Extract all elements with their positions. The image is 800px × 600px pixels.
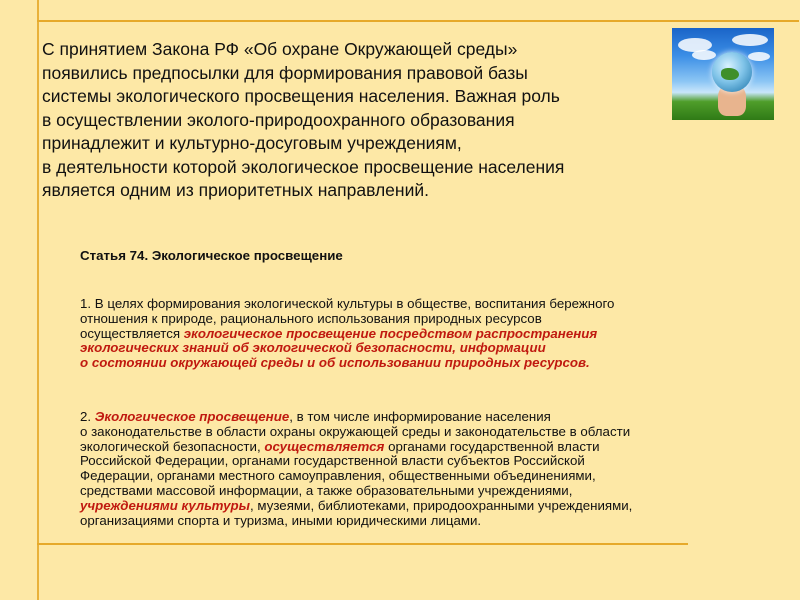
intro-text <box>42 38 667 203</box>
plain-text: экологической безопасности, <box>80 438 265 454</box>
intro-line: появились предпосылки для формирования правовой базы <box>42 62 528 83</box>
paragraph-line: о законодательстве в области охраны окружающей среды и законодательстве в области <box>80 423 631 439</box>
highlighted-text: учреждениями культуры <box>80 497 251 513</box>
paragraph-line: средствами массовой информации, а также образовательными учреждениями, <box>80 482 573 498</box>
highlighted-text: о состоянии окружающей среды и об использовании природных ресурсов. <box>80 355 590 371</box>
plain-text: органами государственной власти <box>384 438 600 454</box>
paragraph-line <box>80 341 785 356</box>
intro-line: системы экологического просвещения населения. Важная роль <box>42 86 560 106</box>
plain-text: , в том числе информирование населения <box>289 409 551 424</box>
paragraph-line <box>80 440 785 455</box>
paragraph-line <box>80 499 785 514</box>
globe-icon <box>712 52 752 92</box>
intro-line: принадлежит и культурно-досуговым учреждениям, <box>42 133 462 153</box>
paragraph-line: Российской Федерации, органами государственной власти субъектов Российской <box>80 453 585 469</box>
paragraph-line: отношения к природе, рационального использования природных ресурсов <box>80 310 542 326</box>
paragraph-line <box>80 410 785 425</box>
highlighted-text: экологических знаний об экологической безопасности, информации <box>80 340 546 356</box>
paragraph-line: Федерации, органами местного самоуправления, общественными объединениями, <box>80 468 596 484</box>
plain-text: , музеями, библиотеками, природоохранными учреждениями, <box>250 497 633 513</box>
paragraph-line <box>80 327 785 342</box>
paragraph-line: 1. В целях формирования экологической культуры в обществе, воспитания бережного <box>80 296 615 311</box>
paragraph-line <box>80 356 785 371</box>
plain-text: 2. <box>80 409 95 424</box>
article-title-text: Статья 74. Экологическое просвещение <box>80 248 343 263</box>
intro-line: является одним из приоритетных направлений. <box>42 180 429 200</box>
article-title <box>80 249 785 264</box>
left-vertical-rule <box>37 0 39 600</box>
top-horizontal-rule <box>37 20 799 22</box>
bottom-horizontal-rule <box>37 543 688 545</box>
highlighted-text: Экологическое просвещение <box>94 409 290 424</box>
article-paragraph-1 <box>80 297 785 371</box>
article-paragraph-2 <box>80 410 785 528</box>
intro-line: в осуществлении эколого-природоохранного образования <box>42 109 515 130</box>
highlighted-text: осуществляется <box>264 438 385 454</box>
earth-in-hand-photo <box>672 28 774 120</box>
highlighted-text: экологическое просвещение посредством распространения <box>183 325 598 341</box>
plain-text: осуществляется <box>80 325 184 341</box>
paragraph-line: организациями спорта и туризма, иными юридическими лицами. <box>80 512 482 528</box>
intro-line: в деятельности которой экологическое просвещение населения <box>42 156 565 177</box>
intro-line: С принятием Закона РФ «Об охране Окружающей среды» <box>42 39 518 59</box>
